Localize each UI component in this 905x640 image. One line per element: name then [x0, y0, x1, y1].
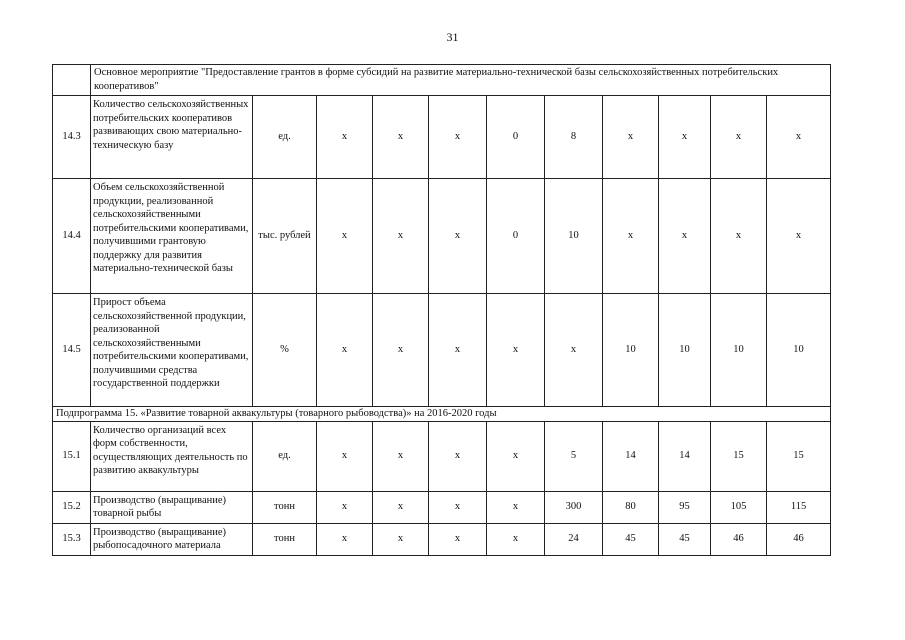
indicator-name: Объем сельскохозяйственной продукции, реализованной сельскохозяйственными потребительскими кооперативами, получившими грантовую поддержку для развития материально-технической базы — [91, 179, 253, 294]
row-number: 14.4 — [53, 179, 91, 294]
value-cell: х — [429, 523, 487, 555]
table-row — [53, 421, 831, 491]
unit-cell: ед. — [253, 96, 317, 179]
value-cell: х — [429, 421, 487, 491]
value-cell: х — [429, 294, 487, 407]
table-row — [53, 294, 831, 407]
value-cell: х — [317, 421, 373, 491]
row-number: 14.5 — [53, 294, 91, 407]
value-cell: х — [429, 491, 487, 523]
value-cell: х — [711, 179, 767, 294]
value-cell: х — [487, 294, 545, 407]
unit-cell: ед. — [253, 421, 317, 491]
value-cell: х — [429, 179, 487, 294]
value-cell: х — [317, 179, 373, 294]
value-cell: 46 — [711, 523, 767, 555]
indicator-name: Прирост объема сельскохозяйственной продукции, реализованной сельскохозяйственными потребительскими кооперативами, получившими средства государственной поддержки — [91, 294, 253, 407]
page-number: 31 — [446, 30, 459, 44]
value-cell: х — [317, 294, 373, 407]
value-cell: 10 — [711, 294, 767, 407]
value-cell: х — [373, 96, 429, 179]
indicator-name: Производство (выращивание) товарной рыбы — [91, 491, 253, 523]
indicator-name: Производство (выращивание) рыбопосадочного материала — [91, 523, 253, 555]
value-cell: 45 — [603, 523, 659, 555]
value-cell: х — [373, 523, 429, 555]
value-cell: х — [317, 523, 373, 555]
main-event-title: Основное мероприятие "Предоставление грантов в форме субсидий на развитие материально-технической базы сельскохозяйственных потребительских кооперативов" — [91, 65, 831, 96]
table-row — [53, 96, 831, 179]
indicators-table — [52, 64, 831, 556]
row-number: 14.3 — [53, 96, 91, 179]
value-cell: 14 — [659, 421, 711, 491]
value-cell: 5 — [545, 421, 603, 491]
value-cell: х — [545, 294, 603, 407]
value-cell: 10 — [603, 294, 659, 407]
value-cell: 24 — [545, 523, 603, 555]
indicator-name: Количество сельскохозяйственных потребительских кооперативов развивающих свою материально-техническую базу — [91, 96, 253, 179]
value-cell: х — [487, 421, 545, 491]
value-cell: х — [373, 491, 429, 523]
value-cell: х — [659, 96, 711, 179]
unit-cell: тонн — [253, 491, 317, 523]
value-cell: х — [373, 179, 429, 294]
unit-cell: тонн — [253, 523, 317, 555]
value-cell: х — [317, 491, 373, 523]
value-cell: 46 — [767, 523, 831, 555]
value-cell: х — [317, 96, 373, 179]
value-cell: 45 — [659, 523, 711, 555]
unit-cell: % — [253, 294, 317, 407]
table-row — [53, 523, 831, 555]
value-cell: х — [429, 96, 487, 179]
row-number: 15.2 — [53, 491, 91, 523]
row-number: 15.3 — [53, 523, 91, 555]
value-cell: х — [659, 179, 711, 294]
row-number: 15.1 — [53, 421, 91, 491]
value-cell: 15 — [767, 421, 831, 491]
value-cell: 10 — [767, 294, 831, 407]
value-cell: 115 — [767, 491, 831, 523]
value-cell: 95 — [659, 491, 711, 523]
value-cell: х — [603, 96, 659, 179]
table-row — [53, 491, 831, 523]
value-cell: х — [487, 523, 545, 555]
subprogram-row — [53, 407, 831, 422]
value-cell: 80 — [603, 491, 659, 523]
value-cell: 0 — [487, 96, 545, 179]
value-cell: 0 — [487, 179, 545, 294]
value-cell: 10 — [659, 294, 711, 407]
value-cell: х — [711, 96, 767, 179]
value-cell: 15 — [711, 421, 767, 491]
value-cell: х — [487, 491, 545, 523]
value-cell: х — [767, 96, 831, 179]
unit-cell: тыс. рублей — [253, 179, 317, 294]
value-cell: 105 — [711, 491, 767, 523]
subprogram-title: Подпрограмма 15. «Развитие товарной аквакультуры (товарного рыбоводства)» на 2016-2020 годы — [53, 407, 831, 422]
value-cell: 10 — [545, 179, 603, 294]
value-cell: 8 — [545, 96, 603, 179]
value-cell: х — [373, 294, 429, 407]
value-cell: х — [373, 421, 429, 491]
indicator-name: Количество организаций всех форм собственности, осуществляющих деятельность по развитию аквакультуры — [91, 421, 253, 491]
value-cell: 300 — [545, 491, 603, 523]
value-cell: х — [603, 179, 659, 294]
value-cell: 14 — [603, 421, 659, 491]
table-row — [53, 179, 831, 294]
main-event-row — [53, 65, 831, 96]
value-cell: х — [767, 179, 831, 294]
